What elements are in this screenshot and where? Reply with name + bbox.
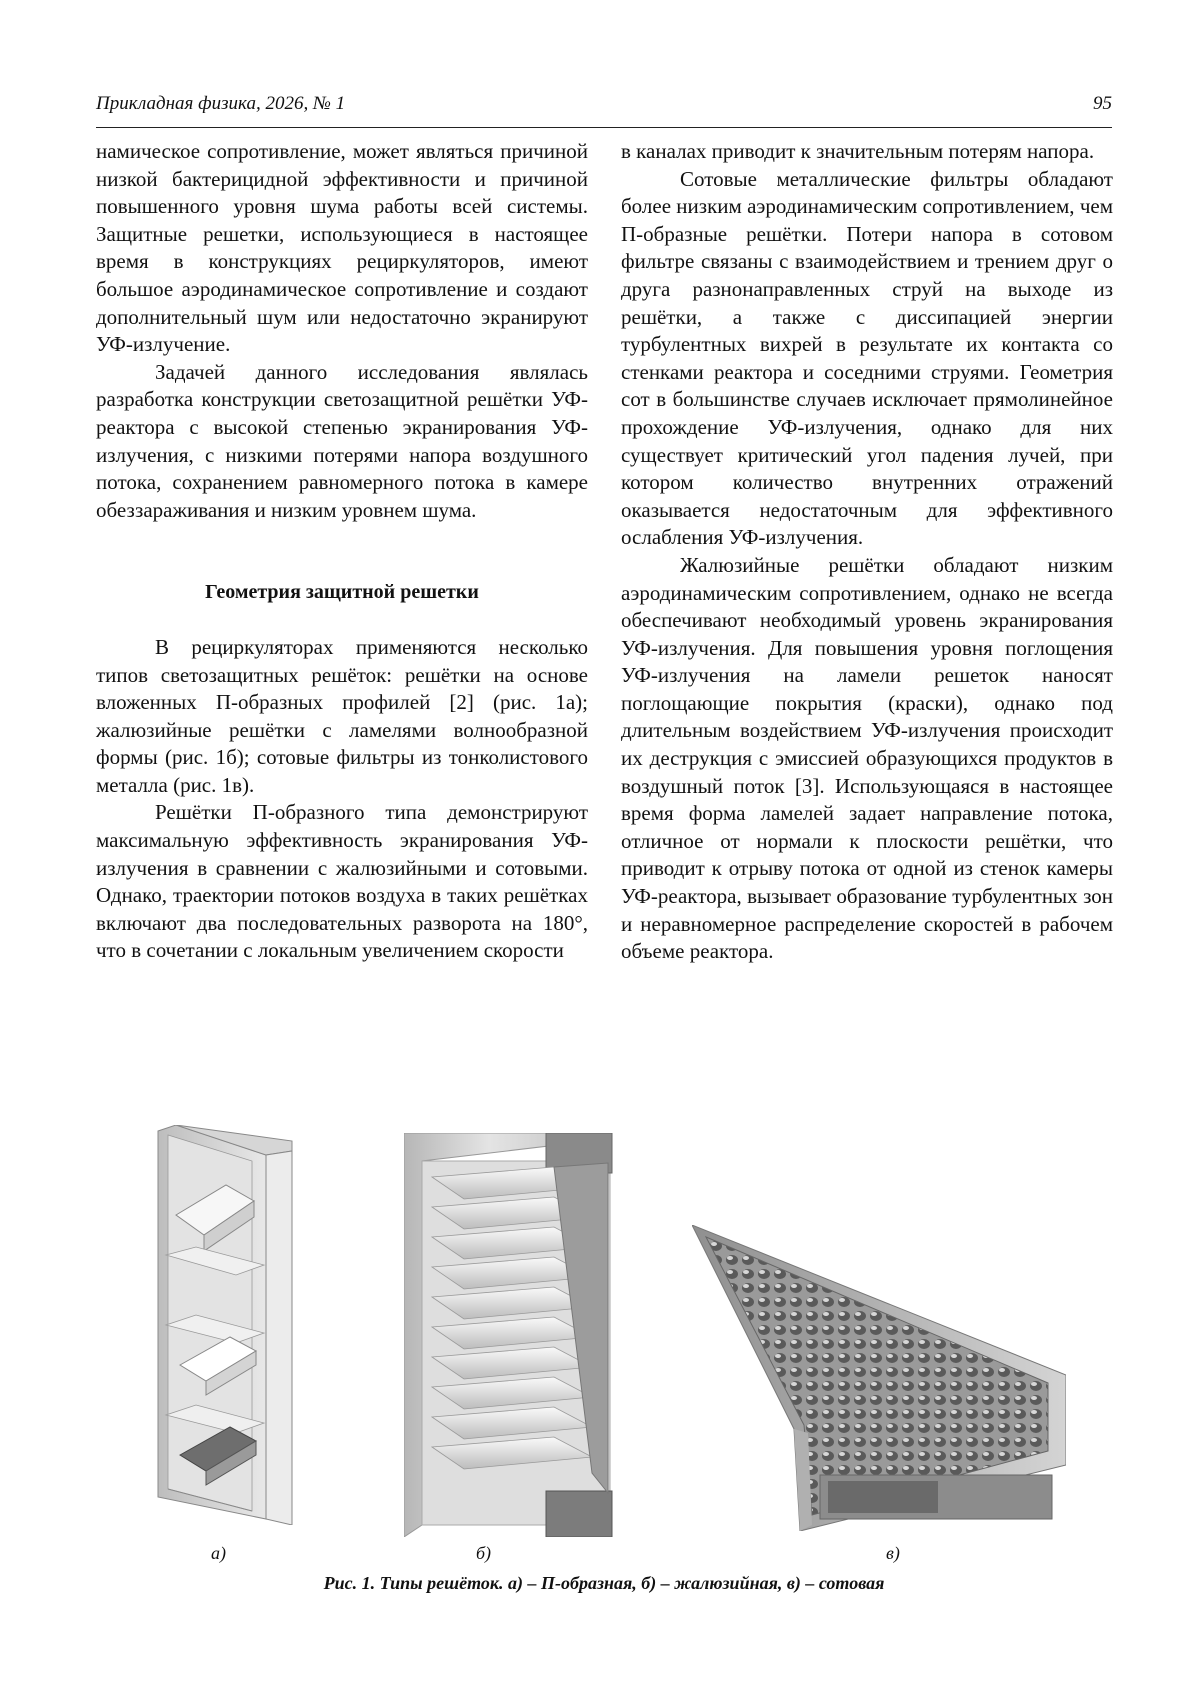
- louver-grille-image: [404, 1133, 714, 1537]
- right-column: [621, 138, 1113, 966]
- left-paragraph-3: В рециркуляторах применяются несколько типов светозащитных решёток: решётки на основе вложенных П-образных профилей [2] (рис. 1а); жалюзийные решётки с ламелями волнообразной формы (рис. 1б); сотовые фильтры из тонколистового металла (рис. 1в).: [96, 634, 588, 797]
- honeycomb-filter-image: [692, 1225, 1066, 1531]
- subfigure-label-b: б): [476, 1543, 492, 1563]
- left-paragraph-1: намическое сопротивление, может являться причиной низкой бактерицидной эффективности и причиной повышенного уровня шума работы всей системы. Защитные решетки, использующиеся в настоящее время в конструкциях рециркуляторов, имеют большое аэродинамическое сопротивление и создают дополнительный шум или недостаточно экранируют УФ-излучение.: [96, 139, 588, 357]
- spacer: [96, 607, 588, 634]
- right-paragraph-3: Жалюзийные решётки обладают низким аэродинамическим сопротивлением, однако не всегда обеспечивают необходимый уровень экранирования УФ-излучения. Для повышения уровня поглощения УФ-излучения на ламели решеток наносят поглощающие покрытия (краски), однако под длительным воздействием УФ-излучения происходит их деструкция с эмиссией образующихся продуктов в воздушный поток [3]. Использующаяся в настоящее время форма ламелей задает направление потока, отличное от нормали к плоскости решётки, что приводит к отрыву потока от одной из стенок камеры УФ-реактора, вызывает образование турбулентных зон и неравномерное распределение скоростей в рабочем объеме реактора.: [621, 552, 1113, 964]
- u-shaped-grille-image: [156, 1125, 402, 1525]
- left-column: [96, 138, 588, 965]
- section-heading: Геометрия защитной решетки: [205, 581, 479, 604]
- figure-1: [96, 1125, 1112, 1593]
- subfigure-label-c: в): [886, 1543, 900, 1563]
- running-header: [96, 93, 1112, 121]
- right-paragraph-2: Сотовые металлические фильтры обладают более низким аэродинамическим сопротивлением, чем П-образные решётки. Потери напора в сотовом фильтре связаны с взаимодействием и трением друг о друга разнонаправленных струй на выходе из решётки, а также с диссипацией энергии турбулентных вихрей в результате их контакта со стенками реактора и соседними струями. Геометрия сот в большинстве случаев исключает прямолинейное прохождение УФ-излучения, однако для них существует критический угол падения лучей, при котором количество внутренних отражений оказывается недостаточным для эффективного ослабления УФ-излучения.: [621, 166, 1113, 550]
- header-rule: [96, 127, 1112, 128]
- page-number: 95: [1093, 93, 1112, 114]
- journal-title: Прикладная физика, 2026, № 1: [96, 93, 346, 114]
- subfigure-label-a: а): [211, 1543, 226, 1563]
- left-paragraph-4: Решётки П-образного типа демонстрируют максимальную эффективность экранирования УФ-излучения в сравнении с жалюзийными и сотовыми. Однако, траектории потоков воздуха в таких решётках включают два последовательных разворота на 180°, что в сочетании с локальным увеличением скорости: [96, 800, 588, 963]
- figure-caption: Рис. 1. Типы решёток. а) – П-образная, б) – жалюзийная, в) – сотовая: [323, 1573, 885, 1593]
- right-paragraph-1: в каналах приводит к значительным потерям напора.: [621, 139, 1095, 163]
- left-paragraph-2: Задачей данного исследования являлась разработка конструкции светозащитной решётки УФ-реактора с высокой степенью экранирования УФ-излучения, с низкими потерями напора воздушного потока, сохранением равномерного потока в камере обеззараживания и низким уровнем шума.: [96, 359, 588, 522]
- spacer: [96, 524, 588, 579]
